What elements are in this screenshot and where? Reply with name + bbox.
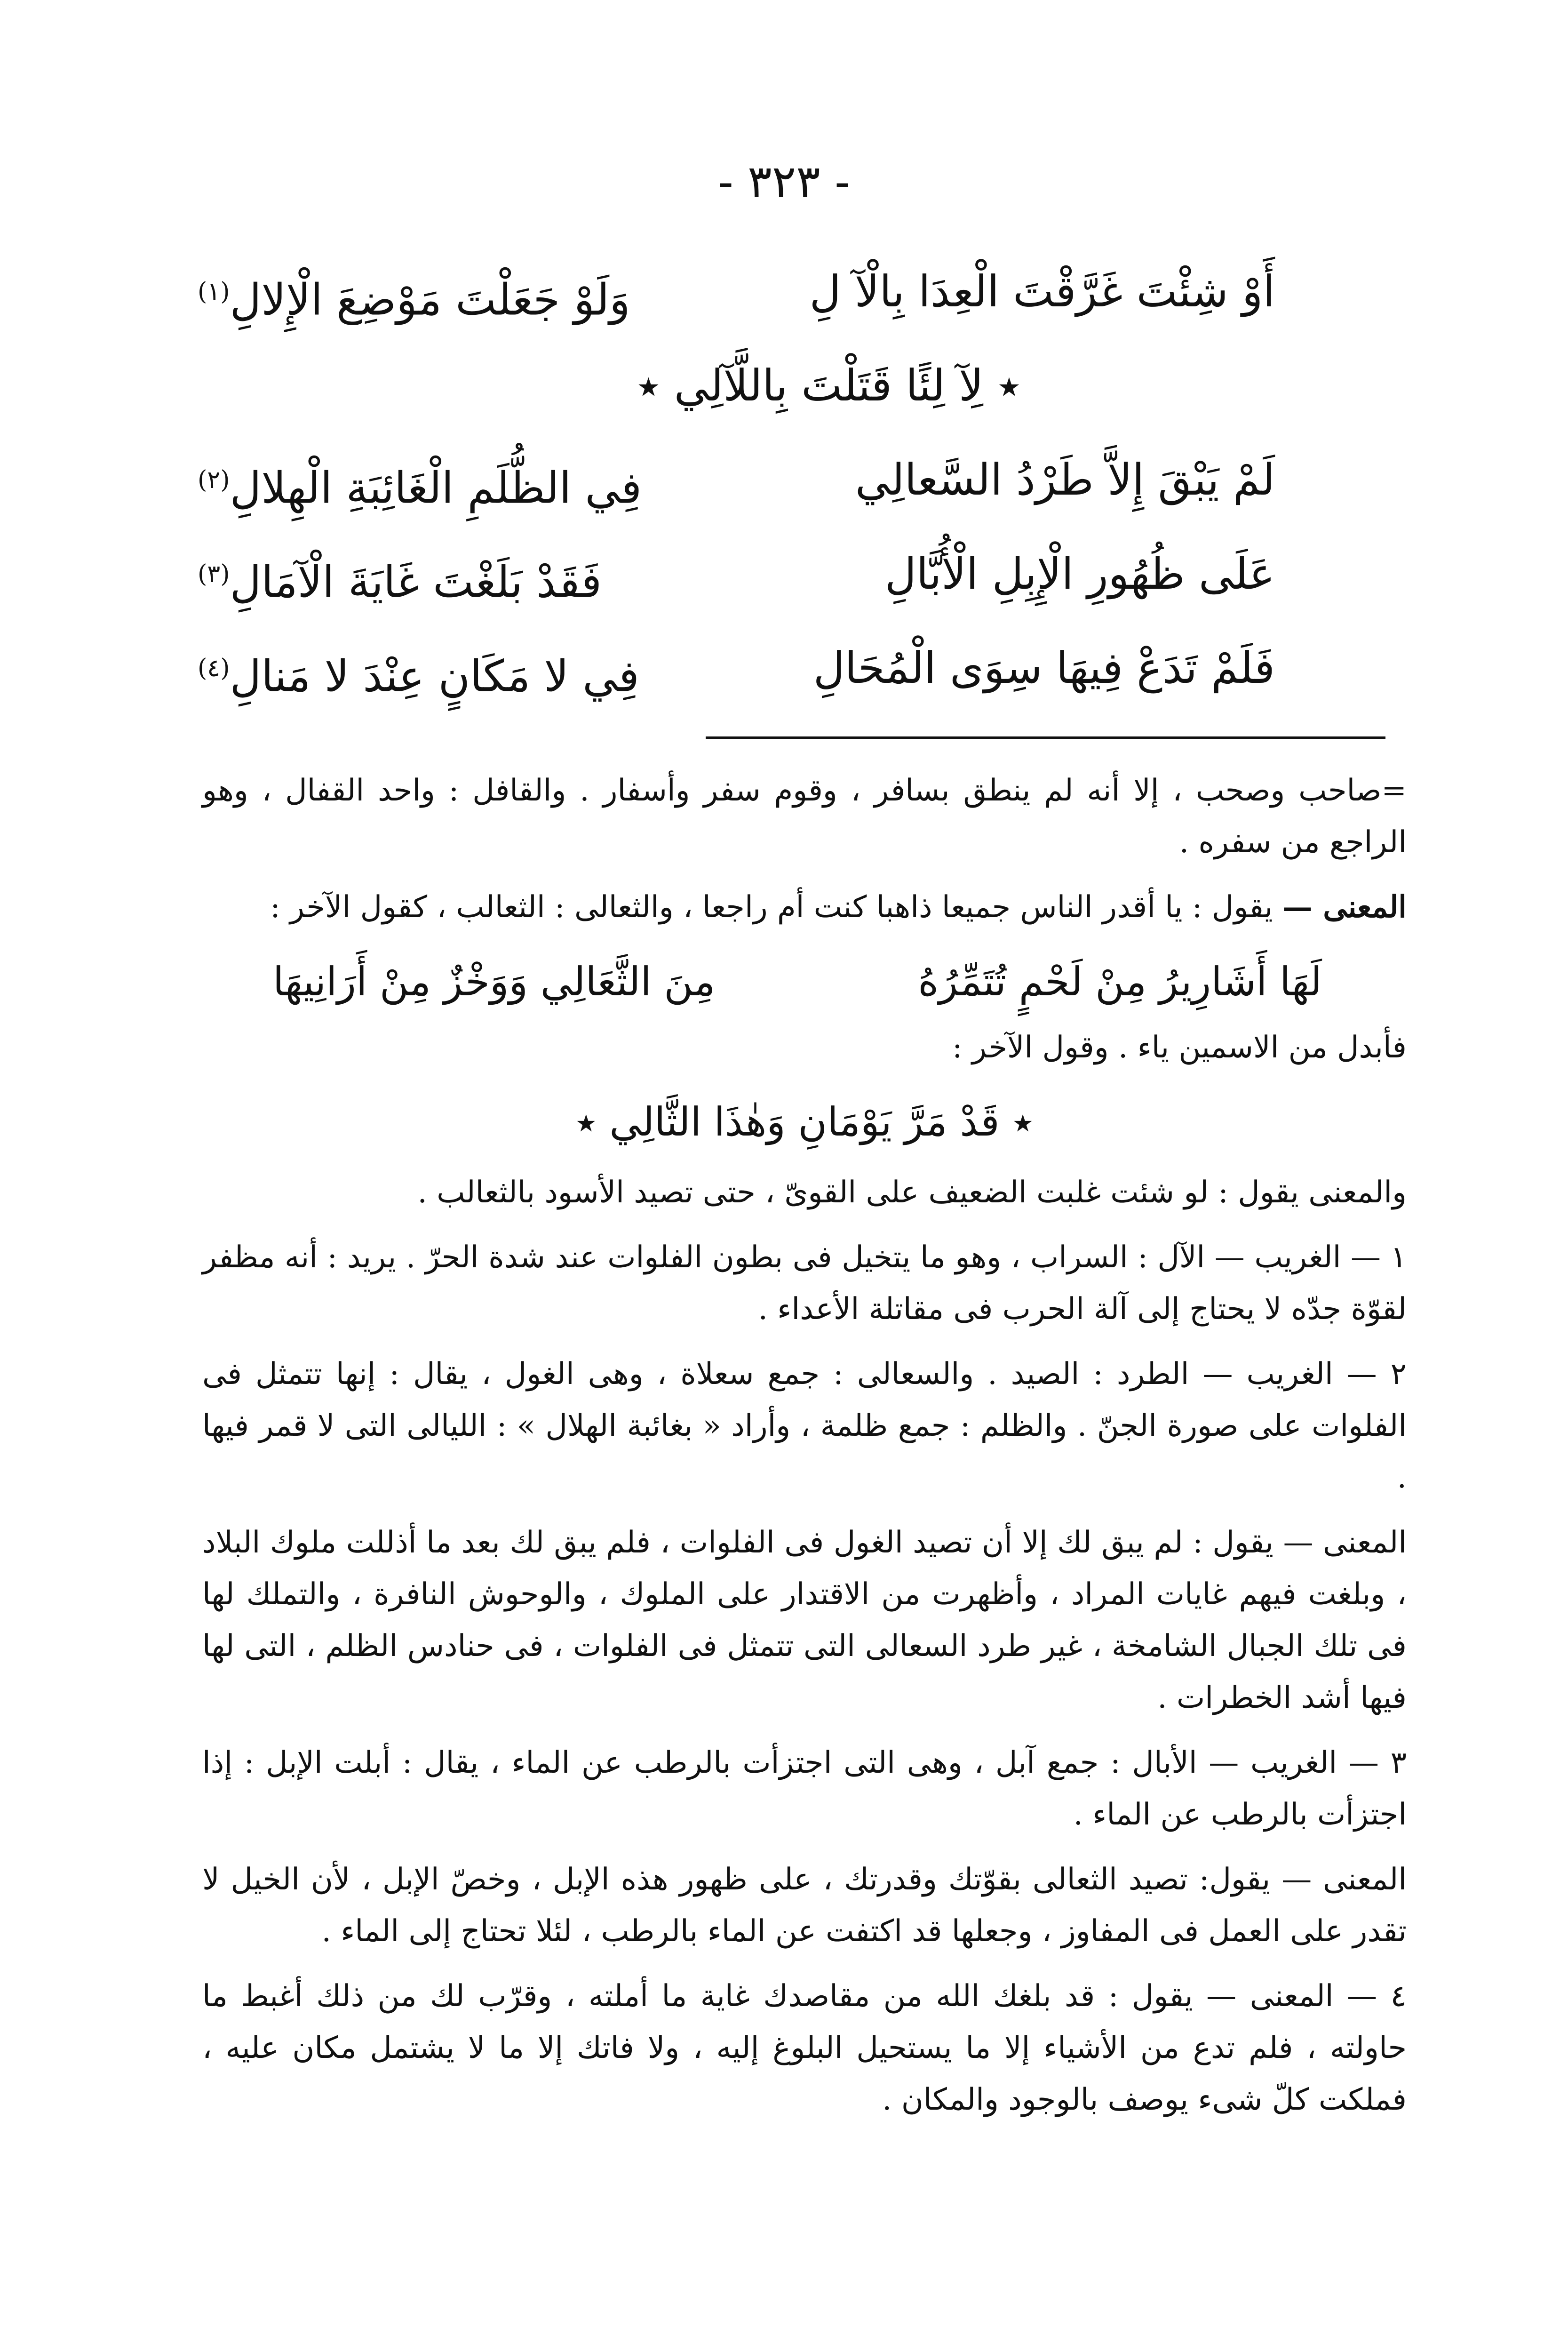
quoted-hemistich-single: ٭ قَدْ مَرَّ يَوْمَانِ وَهٰذَا الثَّالِي ٭: [575, 1099, 1034, 1145]
verse-line-1: [198, 245, 1275, 339]
meaning-label: المعنى —: [1282, 889, 1407, 925]
verse-text: فَقَدْ بَلَغْتَ غَايَةَ الْآمَالِ: [230, 557, 602, 608]
verse-text: فِي لا مَكَانٍ عِنْدَ لا مَنالِ: [230, 651, 639, 702]
commentary-paragraph: فأبدل من الاسمين ياء . وقول الآخر :: [952, 1030, 1407, 1065]
commentary-paragraph: والمعنى يقول : لو شئت غلبت الضعيف على القوىّ ، حتى تصيد الأسود بالثعالب .: [417, 1175, 1407, 1210]
verse-hemistich-right: أَوْ شِئْتَ غَرَّقْتَ الْعِدَا بِالْآ لِ: [809, 266, 1275, 317]
quoted-verse: [202, 946, 1407, 1017]
verse-text: فِي الظُّلَمِ الْغَائِبَةِ الْهِلالِ: [230, 463, 642, 513]
verse-text: وَلَوْ جَعَلْتَ مَوْضِعَ الْإِلالِ: [230, 274, 630, 325]
page-number: - ٣٢٣ -: [718, 155, 850, 208]
commentary-paragraph: [202, 881, 1407, 933]
footnote-3-meaning: المعنى — يقول: تصيد الثعالى بقوّتك وقدرتك ، على ظهور هذه الإبل ، وخصّ الإبل ، لأن الخيل لا تقدر على العمل فى المفاوز ، وجعلها قد اكتفت عن الماء بالرطب ، لئلا تحتاج إلى الماء .: [202, 1862, 1407, 1949]
commentary-section: [202, 765, 1407, 2139]
verse-hemistich-left: [198, 527, 602, 630]
footnote-3: ٣ — الغريب — الأبال : جمع آبل ، وهى التى اجتزأت بالرطب عن الماء ، يقال : أبلت الإبل : إذا اجتزأت بالرطب عن الماء .: [202, 1745, 1407, 1832]
footnote-marker: (٤): [198, 654, 230, 682]
verse-line-5: [198, 621, 1275, 715]
footnote-4: ٤ — المعنى — يقول : قد بلغك الله من مقاصدك غاية ما أملته ، وقرّب لك من ذلك أغبط ما حاولته ، فلم تدع من الأشياء إلا ما يستحيل البلوغ إليه ، ولا فاتك إلا ما لا يشتمل مكان عليه ، فملكت كلّ شىء يوصف بالوجود والمكان .: [202, 1979, 1407, 2117]
verse-hemistich-right: فَلَمْ تَدَعْ فِيهَا سِوَى الْمُحَالِ: [813, 643, 1275, 693]
verse-line-3: [198, 433, 1275, 527]
poem-verses: [198, 245, 1275, 715]
verse-line-4: [198, 527, 1275, 621]
verse-hemistich-right: عَلَى ظُهُورِ الْإِبِلِ الْأُبَّالِ: [884, 549, 1275, 599]
footnote-marker: (٢): [198, 466, 230, 494]
footnote-2-meaning: المعنى — يقول : لم يبق لك إلا أن تصيد الغول فى الفلوات ، فلم يبق لك بعد ما أذللت ملوك البلاد ، وبلغت فيهم غايات المراد ، وأظهرت من الاقتدار على الملوك ، والوحوش النافرة ، والتملك لها فى تلك الجبال الشامخة ، غير طرد السعالى التى تتمثل فى الفلوات ، فى حنادس الظلم ، التى لها فيها أشد الخطرات .: [202, 1525, 1407, 1715]
quoted-hemistich-left: مِنَ الثَّعَالِي وَوَخْزٌ مِنْ أَرَانِيهَا: [273, 959, 716, 1005]
verse-single-hemistich: ٭ لِآ لِئًا قَتَلْتَ بِاللَّآلِي ٭: [637, 360, 1021, 411]
verse-hemistich-left: [198, 621, 639, 724]
verse-hemistich-right: لَمْ يَبْقَ إِلاَّ طَرْدُ السَّعالِي: [855, 455, 1275, 505]
commentary-text: يقول : يا أقدر الناس جميعا ذاهبا كنت أم راجعا ، والثعالى : الثعالب ، كقول الآخر :: [270, 890, 1273, 925]
commentary-paragraph: =صاحب وصحب ، إلا أنه لم ينطق بسافر ، وقوم سفر وأسفار . والقافل : واحد القفال ، وهو الراجع من سفره .: [202, 773, 1407, 860]
footnote-marker: (١): [198, 278, 230, 306]
verse-line-2: [198, 339, 1275, 433]
footnote-1: ١ — الغريب — الآل : السراب ، وهو ما يتخيل فى بطون الفلوات عند شدة الحرّ . يريد : أنه مظفر لقوّة جدّه لا يحتاج إلى آلة الحرب فى مقاتلة الأعداء .: [202, 1240, 1407, 1327]
footnote-marker: (٣): [198, 560, 230, 588]
footnote-2: ٢ — الغريب — الطرد : الصيد . والسعالى : جمع سعلاة ، وهى الغول ، يقال : إنها تتمثل فى الفلوات على صورة الجنّ . والظلم : جمع ظلمة ، وأراد « بغائبة الهلال » : الليالى التى لا قمر فيها .: [202, 1357, 1407, 1495]
verse-hemistich-left: [198, 245, 630, 347]
footnote-divider: [706, 736, 1385, 739]
quoted-hemistich-right: لَهَا أَشَارِيرُ مِنْ لَحْمٍ تُتَمِّرُهُ: [918, 959, 1322, 1005]
verse-hemistich-left: [198, 433, 642, 536]
